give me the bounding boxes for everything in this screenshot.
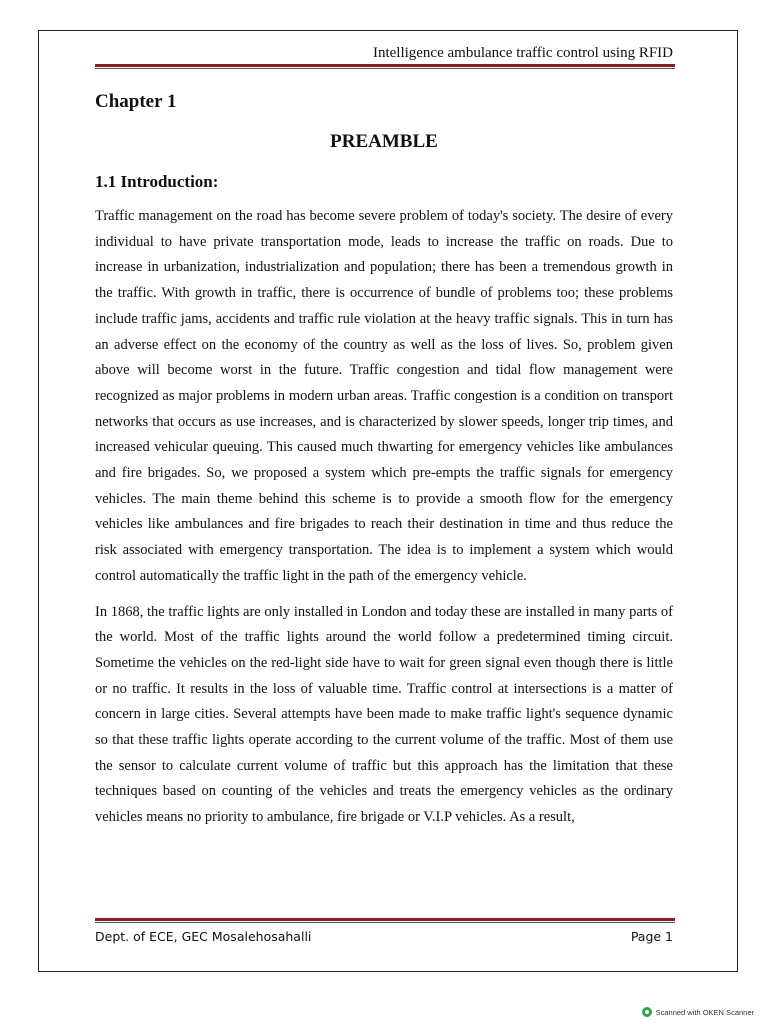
paragraph-1: Traffic management on the road has become severe problem of today's society. The desire of every individual to have private transportation mode, leads to increase the traffic on roads. Due to increase in urbanization, industrialization and population; there has been a tremendous growth in the traffic. With growth in traffic, there is occurrence of bundle of problems too; these problems include traffic jams, accidents and traffic rule violation at the heavy traffic signals. This in turn has an adverse effect on the economy of the country as well as the loss of lives. So, problem given above will become worst in the future. Traffic congestion and tidal flow management were recognized as major problems in modern urban areas. Traffic congestion is a condition on transport networks that occurs as use increases, and is characterized by slower speeds, longer trip times, and increased vehicular queuing. This caused much thwarting for emergency vehicles like ambulances and fire brigades. So, we proposed a system which pre-empts the traffic signals for emergency vehicles. The main theme behind this scheme is to provide a smooth flow for the emergency vehicles like ambulances and fire brigades to reach their destination in time and thus reduce the risk associated with emergency transportation. The idea is to implement a system which would control automatically the traffic light in the path of the emergency vehicle.: [95, 208, 673, 584]
body-text: [95, 204, 673, 831]
scanner-watermark-text: Scanned with OKEN Scanner: [655, 1007, 754, 1017]
chapter-label: Chapter 1: [95, 91, 177, 112]
page-number: Page 1: [630, 929, 673, 944]
paragraph-2: In 1868, the traffic lights are only installed in London and today these are installed in many parts of the world. Most of the traffic lights around the world follow a predetermined timing circuit. Sometime the vehicles on the red-light side have to wait for green signal even though there is little or no traffic. It results in the loss of valuable time. Traffic control at intersections is a matter of concern in large cities. Several attempts have been made to make traffic light's sequence dynamic so that these traffic lights operate according to the current volume of the traffic. Most of them use the sensor to calculate current volume of traffic but this approach has the limitation that these techniques based on counting of the vehicles and treats the emergency vehicles as the ordinary vehicles means no priority to ambulance, fire brigade or V.I.P vehicles. As a result,: [95, 603, 673, 826]
section-heading: 1.1 Introduction:: [95, 172, 219, 191]
scanner-watermark: [642, 1007, 754, 1017]
scanner-logo-icon: [642, 1007, 652, 1017]
header-rule: [95, 64, 675, 69]
footer-rule: [95, 918, 675, 923]
page-title: PREAMBLE: [330, 131, 438, 152]
footer-department: Dept. of ECE, GEC Mosalehosahalli: [95, 929, 312, 944]
running-header: Intelligence ambulance traffic control using RFID: [372, 45, 673, 61]
